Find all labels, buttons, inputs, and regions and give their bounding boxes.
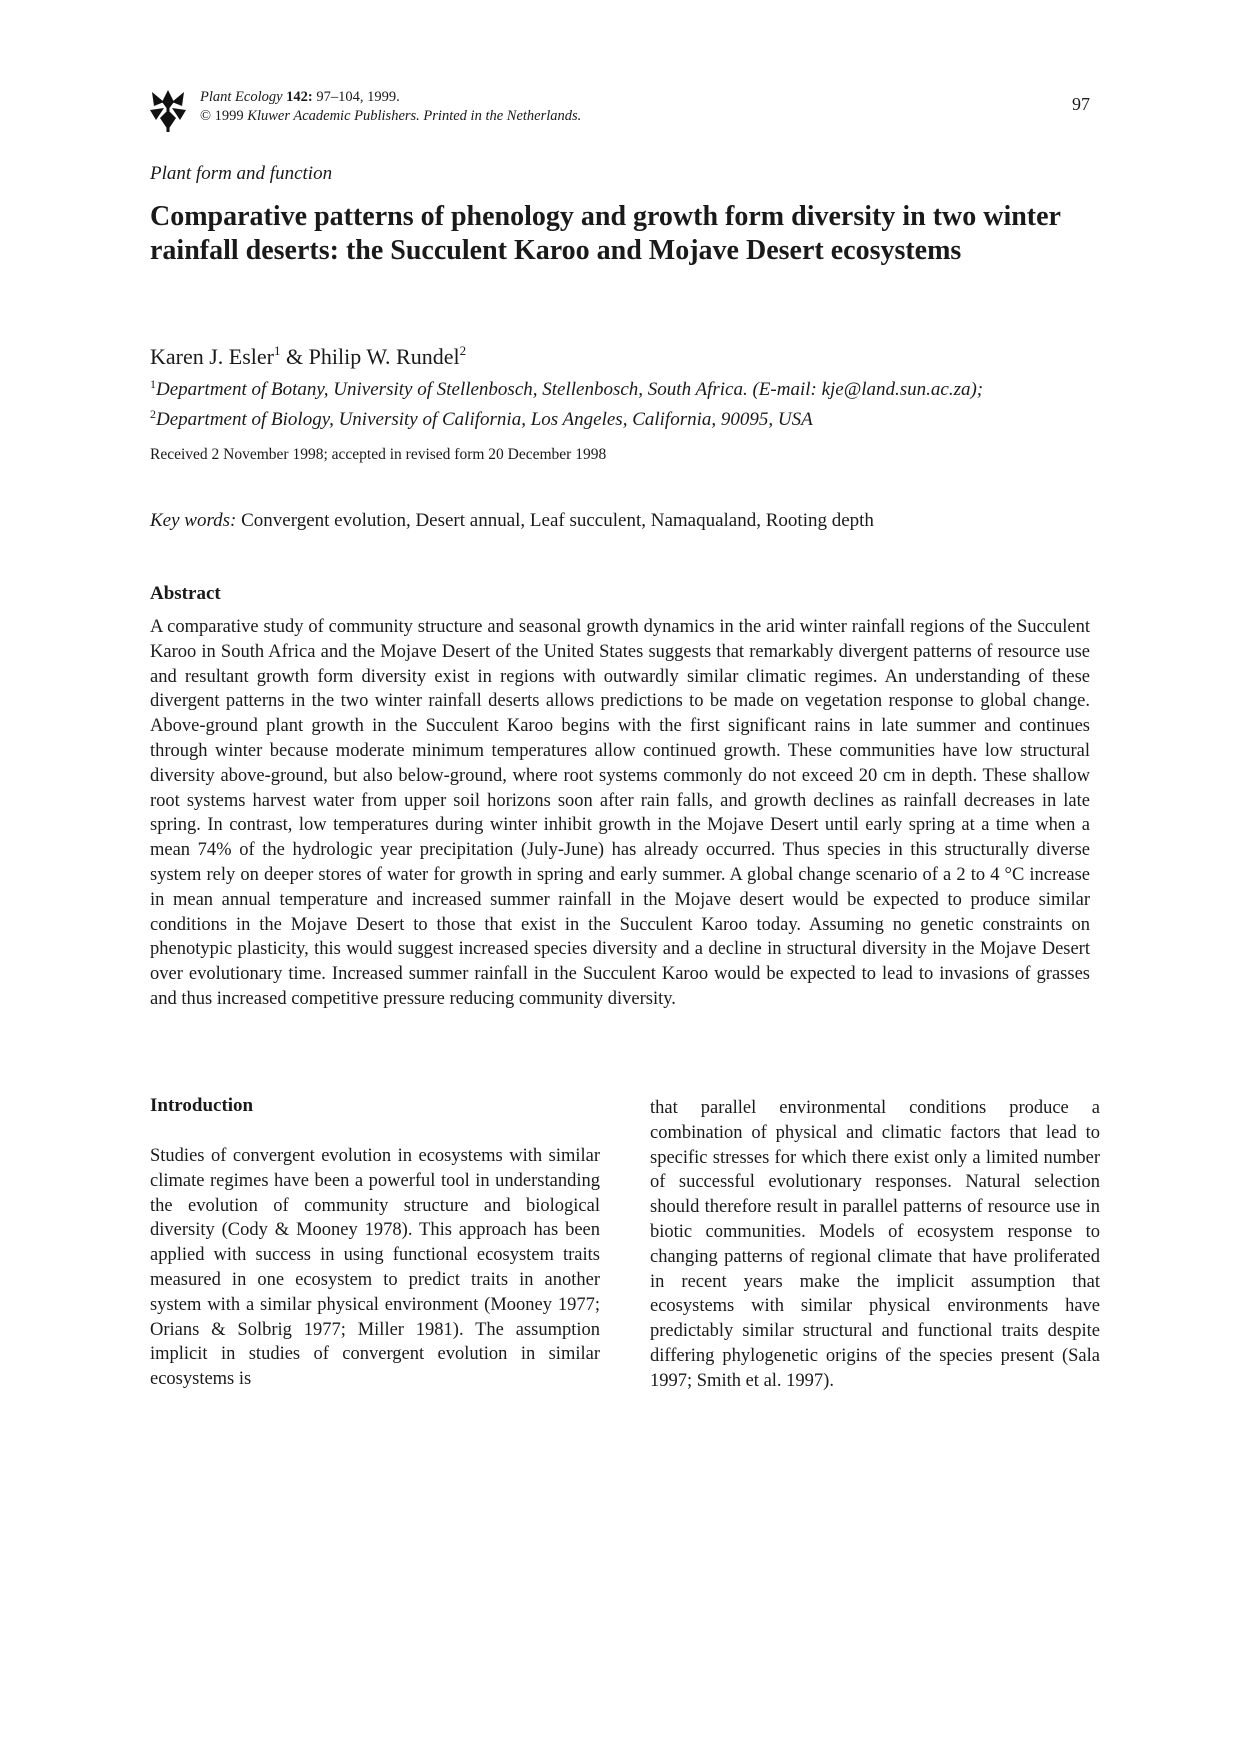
- journal-pages-year: 97–104, 1999.: [316, 89, 400, 105]
- affiliation: [150, 372, 1090, 402]
- author-separator: &: [286, 344, 304, 369]
- publisher-name: Kluwer Academic Publishers.: [247, 108, 420, 124]
- keywords-label: Key words:: [150, 510, 237, 531]
- publisher-logo-icon: [150, 88, 186, 132]
- keywords: [150, 510, 874, 532]
- affiliation-text: Department of Biology, University of California, Los Angeles, California, 90095, USA: [156, 409, 813, 430]
- copyright-symbol: ©: [200, 108, 212, 124]
- affiliation-marker: 2: [150, 407, 156, 421]
- affiliation-marker: 1: [150, 377, 156, 391]
- copyright-year: 1999: [214, 108, 244, 124]
- section-label: Plant form and function: [150, 163, 333, 184]
- abstract-text: A comparative study of community structure and seasonal growth dynamics in the arid winter rainfall regions of the Succulent Karoo in South Africa and the Mojave Desert of the United States suggests that remarkably divergent patterns of resource use and resultant growth form diversity exist in regions with outwardly similar climatic regimes. An understanding of these divergent patterns in the two winter rainfall deserts allows predictions to be made on vegetation response to global change. Above-ground plant growth in the Succulent Karoo begins with the first significant rains in late summer and continues through winter because moderate minimum temperatures allow continued growth. These communities have low structural diversity above-ground, but also below-ground, where root systems commonly do not exceed 20 cm in depth. These shallow root systems harvest water from upper soil horizons soon after rain falls, and growth declines as rainfall decreases in late spring. In contrast, low temperatures during winter inhibit growth in the Mojave Desert until early spring at a time when a mean 74% of the hydrologic year precipitation (July-June) has already occurred. Thus species in this structurally diverse system rely on deeper stores of water for growth in spring and early summer. A global change scenario of a 2 to 4 °C increase in mean annual temperature and increased summer rainfall in the Mojave desert would be expected to produce similar conditions in the Mojave Desert to those that exist in the Succulent Karoo today. Assuming no genetic constraints on phenotypic plasticity, this would suggest increased species diversity and a decline in structural diversity in the Mojave Desert over evolutionary time. Increased summer rainfall in the Succulent Karoo would be expected to lead to invasions of grasses and thus increased competitive pressure reducing community diversity.: [150, 617, 1090, 1009]
- keywords-text: Convergent evolution, Desert annual, Leaf succulent, Namaqualand, Rooting depth: [241, 510, 874, 531]
- journal-header: [150, 86, 1090, 136]
- affiliation: [150, 402, 1090, 432]
- affiliation-text: Department of Botany, University of Stellenbosch, Stellenbosch, South Africa. (E-mail: kje@land.sun.ac.za);: [156, 379, 984, 400]
- author-name: Philip W. Rundel: [308, 344, 460, 369]
- journal-name: Plant Ecology: [200, 89, 283, 105]
- journal-volume: 142:: [286, 89, 313, 105]
- affiliations: [150, 372, 1090, 432]
- paper-page: [150, 0, 1100, 1755]
- author-name: Karen J. Esler: [150, 344, 275, 369]
- abstract-heading: Abstract: [150, 583, 221, 604]
- body-column-right: [650, 1096, 1100, 1394]
- received-dates: Received 2 November 1998; accepted in revised form 20 December 1998: [150, 446, 607, 463]
- body-column-left: [150, 1094, 600, 1392]
- author-affiliation-marker: 1: [274, 343, 281, 358]
- journal-citation: [200, 88, 581, 126]
- paper-title: Comparative patterns of phenology and growth form diversity in two winter rainfall deserts: the Succulent Karoo and Mojave Desert ecosystems: [150, 201, 1061, 266]
- introduction-paragraph: Studies of convergent evolution in ecosystems with similar climate regimes have been a powerful tool in understanding the evolution of community structure and biological diversity (Cody & Mooney 1978). This approach has been applied with success in using functional ecosystem traits measured in one ecosystem to predict traits in another system with a similar physical environment (Mooney 1977; Orians & Solbrig 1977; Miller 1981). The assumption implicit in studies of convergent evolution in similar ecosystems is: [150, 1146, 600, 1390]
- printed-note: Printed in the Netherlands.: [423, 108, 582, 124]
- introduction-heading: Introduction: [150, 1095, 254, 1116]
- author-affiliation-marker: 2: [459, 343, 467, 358]
- introduction-paragraph-continued: that parallel environmental conditions produce a combination of physical and climatic factors that lead to specific stresses for which there exist only a limited number of successful evolutionary responses. Natural selection should therefore result in parallel patterns of resource use in biotic communities. Models of ecosystem response to changing patterns of regional climate that have proliferated in recent years make the implicit assumption that ecosystems with similar physical environments have predictably similar structural and functional traits despite differing phylogenetic origins of the species present (Sala 1997; Smith et al. 1997).: [650, 1098, 1100, 1391]
- author-list: [150, 343, 466, 370]
- page-number: 97: [1072, 94, 1090, 114]
